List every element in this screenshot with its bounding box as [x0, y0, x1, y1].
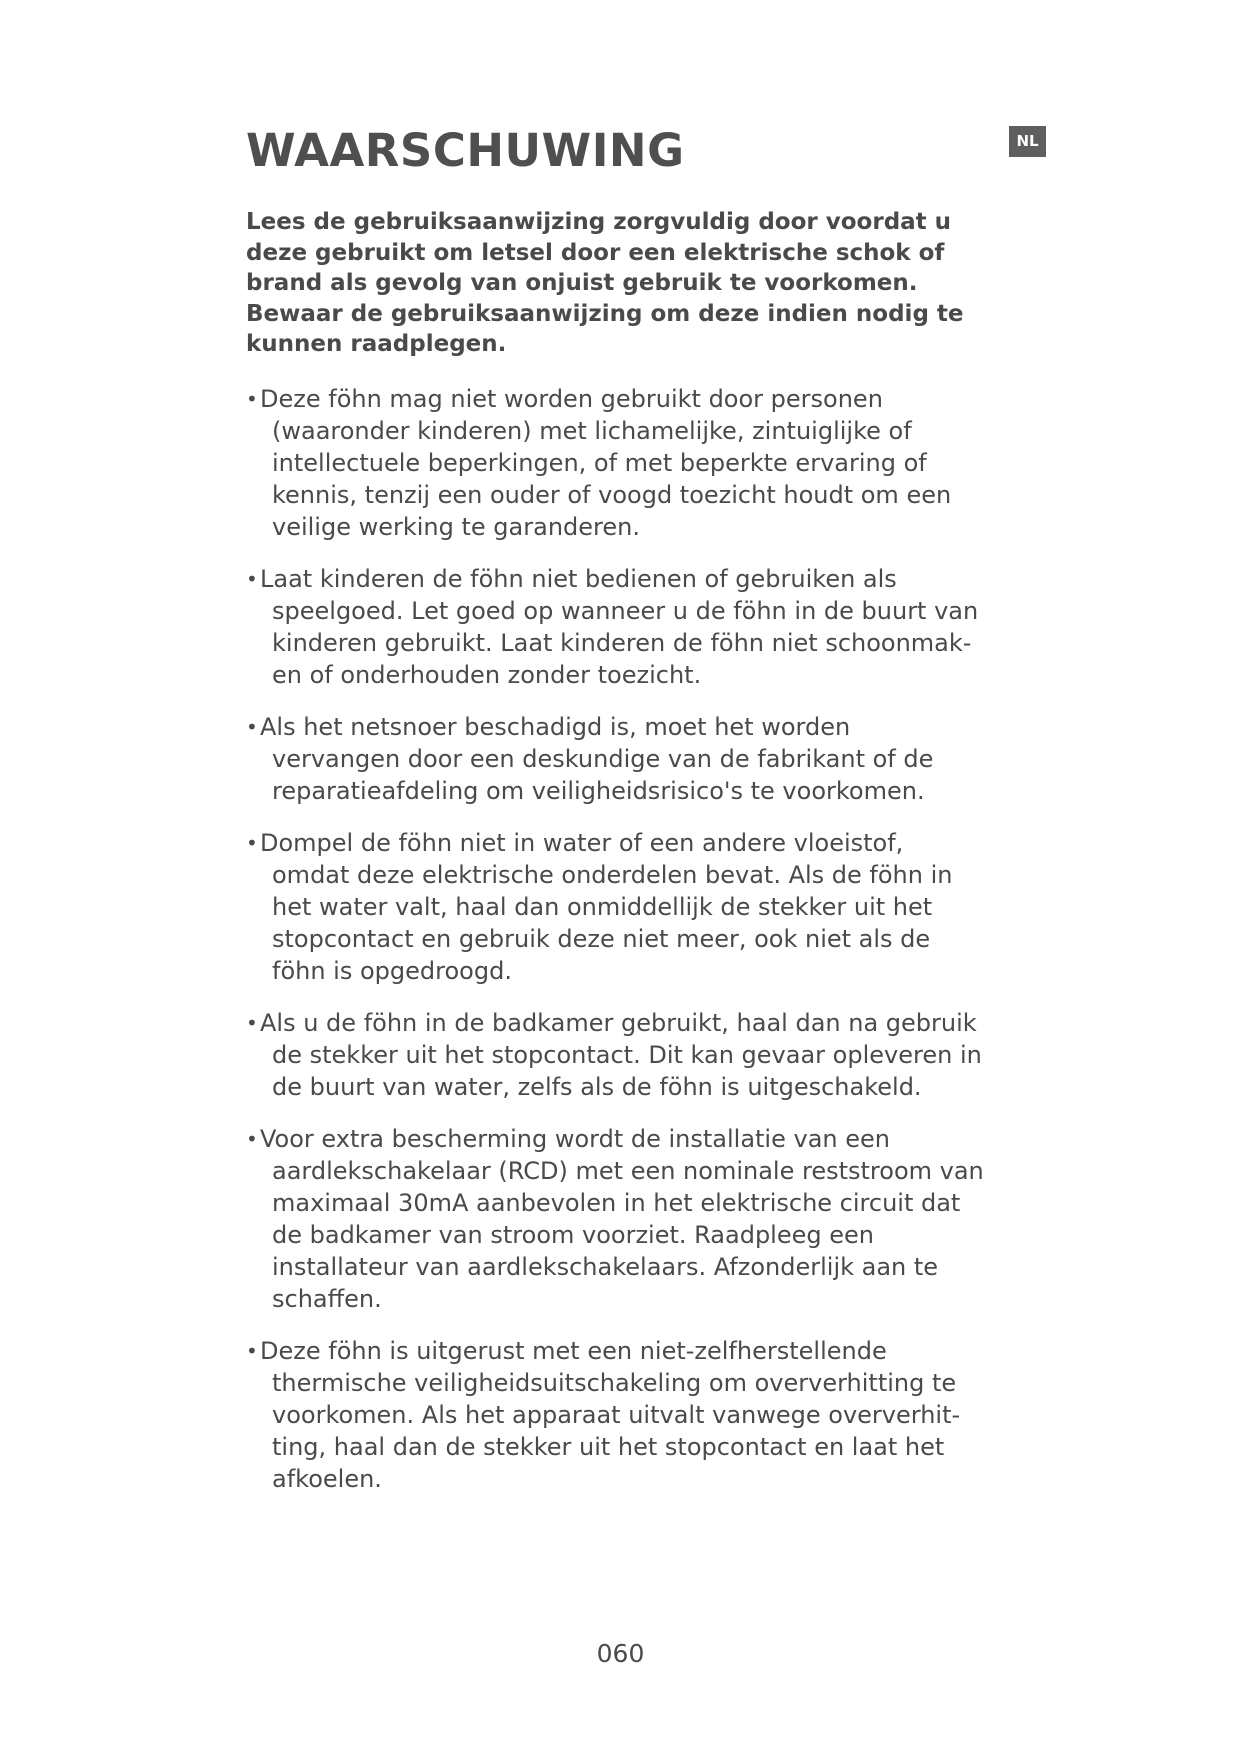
warning-line: föhn is opgedroogd. [272, 957, 512, 985]
warning-line: reparatieafdeling om veiligheidsrisico's te voorkomen. [272, 777, 925, 805]
warning-line: ting, haal dan de stekker uit het stopcontact en laat het [272, 1433, 945, 1461]
warning-line: Als u de föhn in de badkamer gebruikt, haal dan na gebruik [260, 1009, 977, 1037]
language-badge: NL [1009, 126, 1046, 157]
warning-item-power-cord [246, 711, 1016, 807]
intro-paragraph [246, 207, 1006, 360]
warning-line: thermische veiligheidsuitschakeling om oververhitting te [272, 1369, 957, 1397]
warning-item-persons [246, 383, 1016, 543]
warning-line: de buurt van water, zelfs als de föhn is uitgeschakeld. [272, 1073, 922, 1101]
bullet-marker: • [246, 387, 258, 411]
warning-line: Deze föhn mag niet worden gebruikt door personen [260, 385, 883, 413]
warning-line: Deze föhn is uitgerust met een niet-zelfherstellende [260, 1337, 887, 1365]
warning-line: voorkomen. Als het apparaat uitvalt vanwege oververhit- [272, 1401, 961, 1429]
page-title: WAARSCHUWING [246, 124, 685, 177]
intro-line: kunnen raadplegen. [246, 331, 507, 357]
intro-line: Lees de gebruiksaanwijzing zorgvuldig door voordat u [246, 209, 952, 235]
bullet-marker: • [246, 715, 258, 739]
warning-line: Voor extra bescherming wordt de installatie van een [260, 1125, 890, 1153]
warning-item-bathroom [246, 1007, 1016, 1103]
warning-line: afkoelen. [272, 1465, 382, 1493]
warning-line: de stekker uit het stopcontact. Dit kan gevaar opleveren in [272, 1041, 982, 1069]
intro-line: brand als gevolg van onjuist gebruik te voorkomen. [246, 270, 918, 296]
warning-line: kinderen gebruikt. Laat kinderen de föhn niet schoonmak- [272, 629, 972, 657]
warning-line: het water valt, haal dan onmiddellijk de stekker uit het [272, 893, 933, 921]
page-number: 060 [596, 1639, 645, 1668]
warning-line: Dompel de föhn niet in water of een andere vloeistof, [260, 829, 904, 857]
warning-line: intellectuele beperkingen, of met beperkte ervaring of [272, 449, 927, 477]
warning-item-rcd [246, 1123, 1016, 1315]
bullet-marker: • [246, 1127, 258, 1151]
warning-line: vervangen door een deskundige van de fabrikant of de [272, 745, 934, 773]
warning-line: Laat kinderen de föhn niet bedienen of gebruiken als [260, 565, 897, 593]
warning-line: maximaal 30mA aanbevolen in het elektrische circuit dat [272, 1189, 961, 1217]
intro-line: deze gebruikt om letsel door een elektrische schok of [246, 239, 945, 266]
warning-line: schaffen. [272, 1285, 382, 1313]
bullet-marker: • [246, 831, 258, 855]
warning-line: Als het netsnoer beschadigd is, moet het worden [260, 713, 851, 741]
warning-line: stopcontact en gebruik deze niet meer, ook niet als de [272, 925, 931, 953]
warning-item-children [246, 563, 1016, 691]
warning-line: veilige werking te garanderen. [272, 513, 640, 541]
intro-line: Bewaar de gebruiksaanwijzing om deze indien nodig te [246, 300, 964, 327]
warning-line: en of onderhouden zonder toezicht. [272, 661, 702, 689]
warning-list [246, 383, 1016, 1515]
warning-line: aardlekschakelaar (RCD) met een nominale reststroom van [272, 1157, 984, 1185]
warning-item-thermal-cutoff [246, 1335, 1016, 1495]
warning-line: speelgoed. Let goed op wanneer u de föhn in de buurt van [272, 597, 979, 625]
bullet-marker: • [246, 567, 258, 591]
warning-line: de badkamer van stroom voorziet. Raadpleeg een [272, 1221, 874, 1249]
warning-line: omdat deze elektrische onderdelen bevat. Als de föhn in [272, 861, 953, 889]
warning-line: kennis, tenzij een ouder of voogd toezicht houdt om een [272, 481, 952, 509]
bullet-marker: • [246, 1339, 258, 1363]
warning-line: installateur van aardlekschakelaars. Afzonderlijk aan te [272, 1253, 939, 1281]
warning-line: (waaronder kinderen) met lichamelijke, zintuiglijke of [272, 417, 912, 445]
warning-item-water [246, 827, 1016, 987]
bullet-marker: • [246, 1011, 258, 1035]
